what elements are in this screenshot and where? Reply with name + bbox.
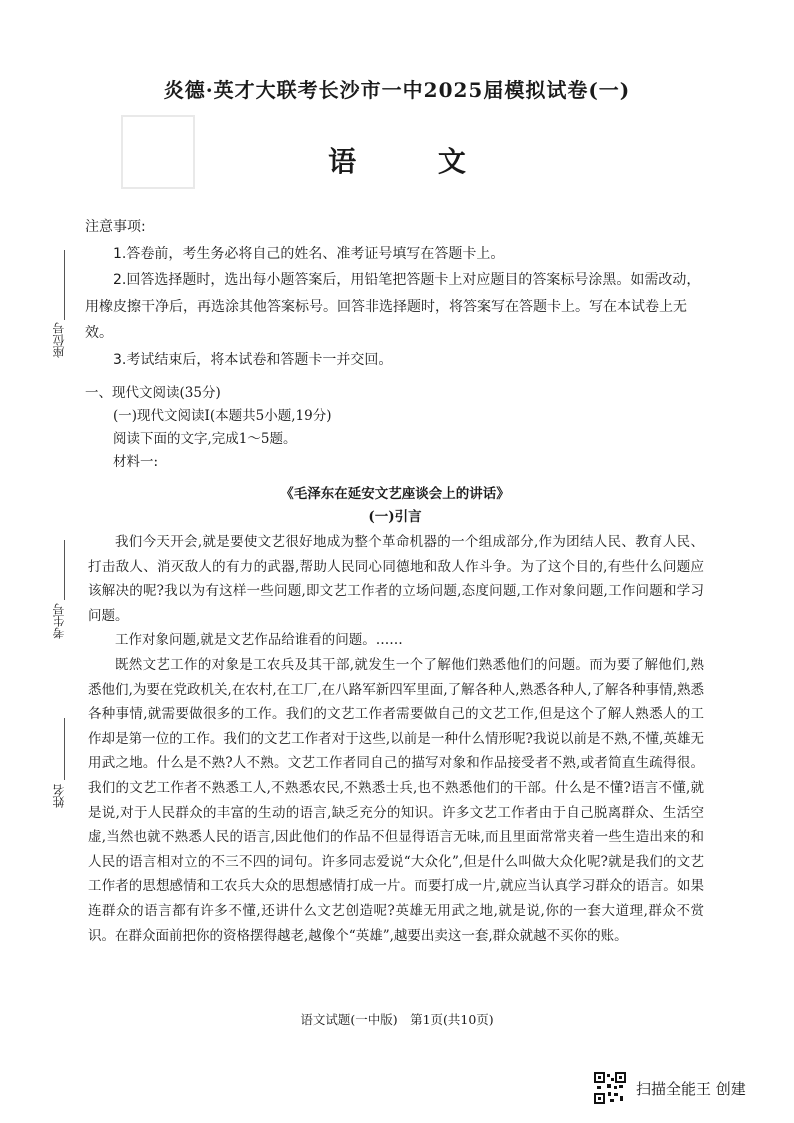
article-part: (一)引言 (368, 509, 422, 525)
scanner-watermark: 扫描全能王 创建 (636, 1080, 746, 1098)
exam-number-line (64, 540, 65, 600)
page-footer: 语文试题(一中版) 第1页(共10页) (300, 1012, 494, 1027)
section-header (85, 382, 705, 474)
article-body (88, 530, 704, 948)
exam-number-field: 考生号 (52, 603, 66, 639)
qr-code-icon (594, 1072, 626, 1104)
section-title: 一、现代文阅读(35分) (85, 385, 221, 401)
material-label: 材料一: (113, 454, 159, 470)
section-instruction: 阅读下面的文字,完成1～5题。 (113, 431, 297, 447)
notice-item: 2.回答选择题时，选出每小题答案后，用铅笔把答题卡上对应题目的答案标号涂黑。如需改动，用橡皮擦干净后，再选涂其他答案标号。回答非选择题时，将答案写在答题卡上。写在本试卷上无效。 (85, 272, 701, 341)
seat-line (64, 250, 65, 320)
article-heading (85, 483, 705, 529)
article-paragraph: 工作对象问题,就是文艺作品给谁看的问题。…… (115, 632, 403, 649)
notice-heading: 注意事项: (85, 219, 146, 235)
subject-title: 语 文 (328, 145, 502, 178)
notice-block (85, 214, 705, 373)
exam-title: 炎德·英才大联考长沙市一中2025届模拟试卷(一) (163, 78, 631, 102)
name-line (64, 718, 65, 780)
notice-item: 1.答卷前，考生务必将自己的姓名、准考证号填写在答题卡上。 (113, 245, 505, 262)
section-subtitle: (一)现代文阅读Ⅰ(本题共5小题,19分) (113, 408, 332, 424)
article-paragraph: 我们今天开会,就是要使文艺很好地成为整个革命机器的一个组成部分,作为团结人民、教育人民、打击敌人、消灭敌人的有力的武器,帮助人民同心同德地和敌人作斗争。为了这个目的,有些什么问题应该解决的呢?我以为有这样一些问题,即文艺工作者的立场问题,态度问题,工作对象问题,工作问题和学习问题。 (88, 534, 704, 624)
article-title: 《毛泽东在延安文艺座谈会上的讲话》 (280, 486, 510, 502)
seat-number-field: 座位号 (52, 322, 66, 358)
name-field: 姓名 (52, 784, 66, 808)
notice-item: 3.考试结束后，将本试卷和答题卡一并交回。 (113, 351, 393, 368)
article-paragraph: 既然文艺工作的对象是工农兵及其干部,就发生一个了解他们熟悉他们的问题。而为要了解他们,熟悉他们,为要在党政机关,在农村,在工厂,在八路军新四军里面,了解各种人,熟悉各种人,了解各种事情,熟悉各种事情,就需要做很多的工作。我们的文艺工作者需要做自己的文艺工作,但是这个了解人熟悉人的工作却是第一位的工作。我们的文艺工作者对于这些,以前是一种什么情形呢?我说以前是不熟,不懂,英雄无用武之地。什么是不熟?人不熟。文艺工作者同自己的描写对象和作品接受者不熟,或者简直生疏得很。我们的文艺工作者不熟悉工人,不熟悉农民,不熟悉士兵,也不熟悉他们的干部。什么是不懂?语言不懂,就是说,对于人民群众的丰富的生动的语言,缺乏充分的知识。许多文艺工作者由于自己脱离群众、生活空虚,当然也就不熟悉人民的语言,因此他们的作品不但显得语言无味,而且里面常常夹着一些生造出来的和人民的语言相对立的不三不四的词句。许多同志爱说“大众化”,但是什么叫做大众化呢?就是我们的文艺工作者的思想感情和工农兵大众的思想感情打成一片。而要打成一片,就应当认真学习群众的语言。如果连群众的语言都有许多不懂,还讲什么文艺创造呢?英雄无用武之地,就是说,你的一套大道理,群众不赏识。在群众面前把你的资格摆得越老,越像个“英雄”,越要出卖这一套,群众就越不买你的账。 (88, 656, 704, 944)
